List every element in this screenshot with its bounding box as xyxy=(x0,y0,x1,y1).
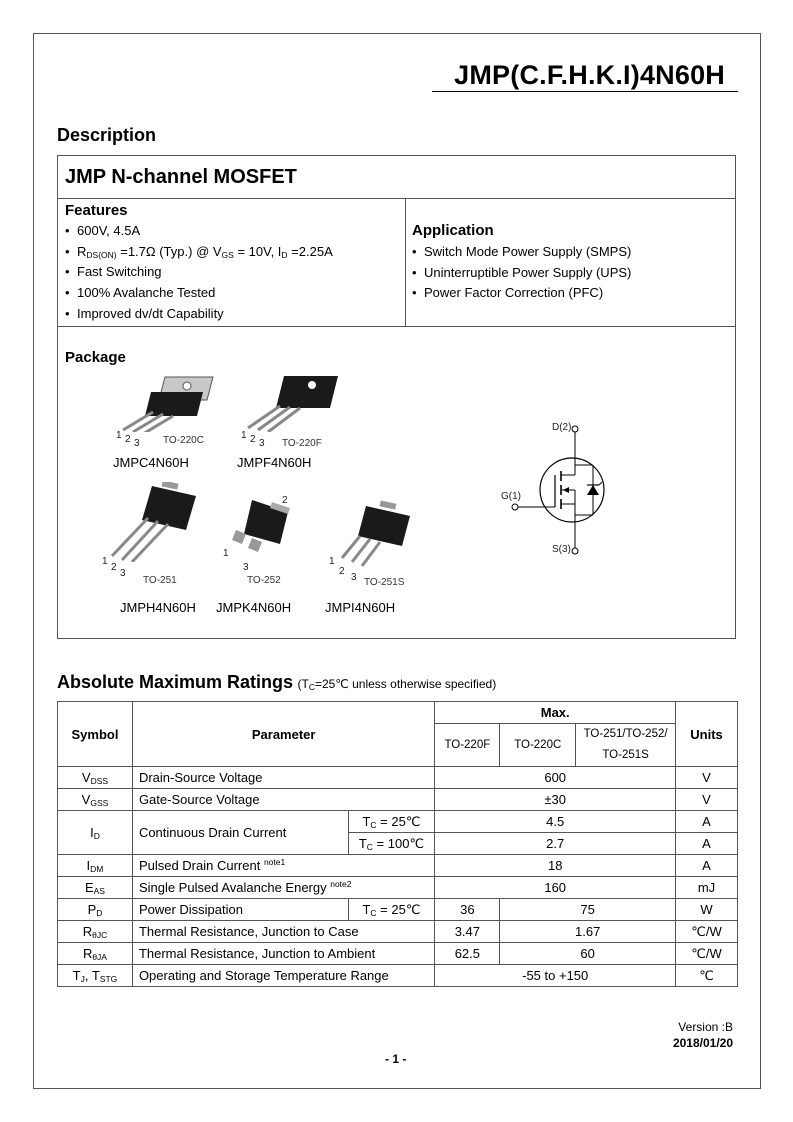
subscript: D xyxy=(281,249,288,260)
subscript: θJA xyxy=(92,952,107,962)
ratings-table xyxy=(57,701,738,987)
condition-text: =25℃ unless otherwise specified) xyxy=(314,677,497,691)
pin-number: 3 xyxy=(120,568,126,579)
feature-item xyxy=(58,283,333,304)
subscript: D xyxy=(93,831,100,841)
table-row xyxy=(58,767,738,789)
subscript: C xyxy=(366,841,373,852)
unit-cell: V xyxy=(676,767,738,789)
value-cell: 36 xyxy=(435,899,500,921)
pin-number: 2 xyxy=(125,434,131,445)
note-reference: note1 xyxy=(263,857,286,867)
application-item: • Switch Mode Power Supply (SMPS) xyxy=(405,242,631,263)
parameter-cell: Thermal Resistance, Junction to Ambient xyxy=(132,943,434,965)
parameter-text: Pulsed Drain Current xyxy=(138,858,264,873)
package-name: JMPH4N60H xyxy=(120,600,196,615)
feature-text: =1.7Ω (Typ.) @ V xyxy=(116,243,222,259)
table-header-row xyxy=(58,702,738,724)
parameter-cell: Continuous Drain Current xyxy=(132,811,348,855)
subscript: GSS xyxy=(90,798,109,808)
header-max: Max. xyxy=(435,702,676,724)
parameter-text: Single Pulsed Avalanche Energy xyxy=(138,880,331,895)
value-cell: 2.7 xyxy=(435,833,676,855)
parameter-cell xyxy=(132,877,434,899)
part-number-title: JMP(C.F.H.K.I)4N60H xyxy=(454,60,725,90)
table-row xyxy=(58,965,738,987)
subscript: STG xyxy=(99,974,118,984)
divider xyxy=(58,326,735,327)
symbol-text: I xyxy=(86,858,91,873)
pin-number: 2 xyxy=(111,562,117,573)
to-251-package-image xyxy=(104,482,204,562)
symbol-text: P xyxy=(87,902,97,917)
header-parameter: Parameter xyxy=(132,702,434,767)
parameter-cell: Thermal Resistance, Junction to Case xyxy=(132,921,434,943)
ratings-condition xyxy=(297,677,496,691)
device-title: JMP N-channel MOSFET xyxy=(65,166,297,188)
value-cell: 60 xyxy=(500,943,676,965)
package-heading: Package xyxy=(65,349,126,366)
table-row xyxy=(58,789,738,811)
unit-cell: ℃ xyxy=(676,965,738,987)
subscript: DM xyxy=(90,864,104,874)
feature-text: 100% Avalanche Tested xyxy=(77,285,216,301)
pin-number: 1 xyxy=(241,430,247,441)
to-252-package-image xyxy=(222,496,302,556)
pin-number: 1 xyxy=(116,430,122,441)
title-rule xyxy=(432,91,738,92)
to-220c-package-image xyxy=(117,372,217,432)
package-name: JMPI4N60H xyxy=(325,600,396,615)
condition-text: T xyxy=(362,813,371,829)
application-heading: Application xyxy=(412,222,494,239)
subscript: DSS xyxy=(90,776,109,786)
value-cell: 62.5 xyxy=(435,943,500,965)
symbol-cell xyxy=(58,767,133,789)
parameter-cell: Power Dissipation xyxy=(132,899,348,921)
subscript: C xyxy=(370,907,377,918)
parameter-cell: Gate-Source Voltage xyxy=(132,789,434,811)
unit-cell: A xyxy=(676,833,738,855)
unit-cell: mJ xyxy=(676,877,738,899)
header-to251 xyxy=(576,724,676,767)
table-row xyxy=(58,943,738,965)
symbol-text: E xyxy=(84,880,94,895)
feature-item xyxy=(58,221,333,242)
gate-label: G(1) xyxy=(501,491,521,502)
symbol-text: V xyxy=(81,792,91,807)
package-type-label: TO-220F xyxy=(282,438,322,449)
unit-cell: A xyxy=(676,811,738,833)
pin-number: 1 xyxy=(223,548,229,559)
package-type-label: TO-252 xyxy=(247,575,281,586)
features-heading: Features xyxy=(65,202,128,219)
package-type-label: TO-251S xyxy=(364,577,405,588)
condition-text: = 25℃ xyxy=(376,901,421,917)
pin-number: 3 xyxy=(134,438,140,449)
subscript: C xyxy=(370,819,377,830)
table-row xyxy=(58,855,738,877)
symbol-cell xyxy=(58,877,133,899)
symbol-cell xyxy=(58,855,133,877)
mosfet-schematic-symbol xyxy=(495,415,625,565)
to-251s-package-image xyxy=(330,500,414,570)
pin-number: 1 xyxy=(329,556,335,567)
condition-text: = 25℃ xyxy=(376,813,421,829)
value-cell: -55 to +150 xyxy=(435,965,676,987)
pin-number: 3 xyxy=(259,438,265,449)
feature-text: Improved dv/dt Capability xyxy=(77,305,224,321)
value-cell: 600 xyxy=(435,767,676,789)
symbol-text: T xyxy=(72,968,81,983)
source-label: S(3) xyxy=(552,544,571,555)
drain-label: D(2) xyxy=(552,422,572,433)
condition-text: (T xyxy=(297,677,309,691)
package-type-label: TO-220C xyxy=(163,435,204,446)
package-name: JMPF4N60H xyxy=(237,455,312,470)
subscript: C xyxy=(308,682,315,692)
header-text: TO-251/TO-252/ xyxy=(583,728,668,740)
symbol-cell xyxy=(58,811,133,855)
symbol-cell xyxy=(58,943,133,965)
feature-item xyxy=(58,242,333,263)
value-cell: ±30 xyxy=(435,789,676,811)
unit-cell: V xyxy=(676,789,738,811)
application-list xyxy=(405,242,631,304)
value-cell: 160 xyxy=(435,877,676,899)
pin-number: 3 xyxy=(243,562,249,573)
unit-cell: ℃/W xyxy=(676,921,738,943)
note-reference: note2 xyxy=(330,879,352,889)
divider xyxy=(58,198,735,199)
symbol-text: I xyxy=(90,825,94,840)
condition-cell xyxy=(348,833,435,855)
table-row xyxy=(58,921,738,943)
feature-text: R xyxy=(77,243,87,259)
subscript: GS xyxy=(221,249,234,260)
header-to220c: TO-220C xyxy=(500,724,576,767)
package-name: JMPC4N60H xyxy=(113,455,189,470)
table-row xyxy=(58,899,738,921)
condition-text: T xyxy=(358,835,367,851)
pin-number: 2 xyxy=(282,495,288,506)
symbol-text: V xyxy=(81,770,91,785)
pin-number: 3 xyxy=(351,572,357,583)
value-cell: 4.5 xyxy=(435,811,676,833)
symbol-text: , T xyxy=(84,968,100,983)
ratings-heading xyxy=(57,672,496,693)
parameter-cell xyxy=(132,855,434,877)
feature-item xyxy=(58,304,333,325)
subscript: D xyxy=(96,908,103,918)
unit-cell: ℃/W xyxy=(676,943,738,965)
condition-cell xyxy=(348,899,435,921)
feature-text: 600V, 4.5A xyxy=(77,223,141,238)
feature-text: = 10V, I xyxy=(233,243,282,259)
symbol-cell xyxy=(58,965,133,987)
application-item: • Uninterruptible Power Supply (UPS) xyxy=(405,263,631,284)
features-list xyxy=(58,221,333,324)
package-type-label: TO-251 xyxy=(143,575,177,586)
header-symbol: Symbol xyxy=(58,702,133,767)
pin-number: 2 xyxy=(250,434,256,445)
pin-number: 2 xyxy=(339,566,345,577)
feature-item xyxy=(58,262,333,283)
unit-cell: A xyxy=(676,855,738,877)
release-date: 2018/01/20 xyxy=(672,1036,733,1050)
subscript: DS(ON) xyxy=(86,249,117,260)
value-cell: 1.67 xyxy=(500,921,676,943)
application-item: • Power Factor Correction (PFC) xyxy=(405,283,631,304)
subscript: J xyxy=(80,974,85,984)
symbol-text: R xyxy=(82,924,93,939)
header-text: TO-251S xyxy=(602,749,649,761)
subscript: AS xyxy=(93,886,105,896)
symbol-cell xyxy=(58,899,133,921)
value-cell: 75 xyxy=(500,899,676,921)
header-to220f: TO-220F xyxy=(435,724,500,767)
condition-text: T xyxy=(362,901,371,917)
package-name: JMPK4N60H xyxy=(216,600,292,615)
value-cell: 3.47 xyxy=(435,921,500,943)
symbol-text: R xyxy=(82,946,93,961)
feature-text: Fast Switching xyxy=(77,264,162,280)
symbol-cell xyxy=(58,789,133,811)
value-cell: 18 xyxy=(435,855,676,877)
symbol-cell xyxy=(58,921,133,943)
page-number: - 1 - xyxy=(385,1052,407,1066)
description-heading: Description xyxy=(57,125,157,145)
condition-cell xyxy=(348,811,435,833)
table-row xyxy=(58,811,738,833)
header-units: Units xyxy=(676,702,738,767)
parameter-cell: Operating and Storage Temperature Range xyxy=(132,965,434,987)
pin-number: 1 xyxy=(102,556,108,567)
unit-cell: W xyxy=(676,899,738,921)
subscript: θJC xyxy=(92,930,108,940)
parameter-cell: Drain-Source Voltage xyxy=(132,767,434,789)
version-label: Version :B xyxy=(678,1020,733,1034)
table-row xyxy=(58,877,738,899)
to-220f-package-image xyxy=(240,372,340,432)
condition-text: = 100℃ xyxy=(372,835,425,851)
ratings-title: Absolute Maximum Ratings xyxy=(57,672,294,692)
feature-text: =2.25A xyxy=(287,243,333,259)
